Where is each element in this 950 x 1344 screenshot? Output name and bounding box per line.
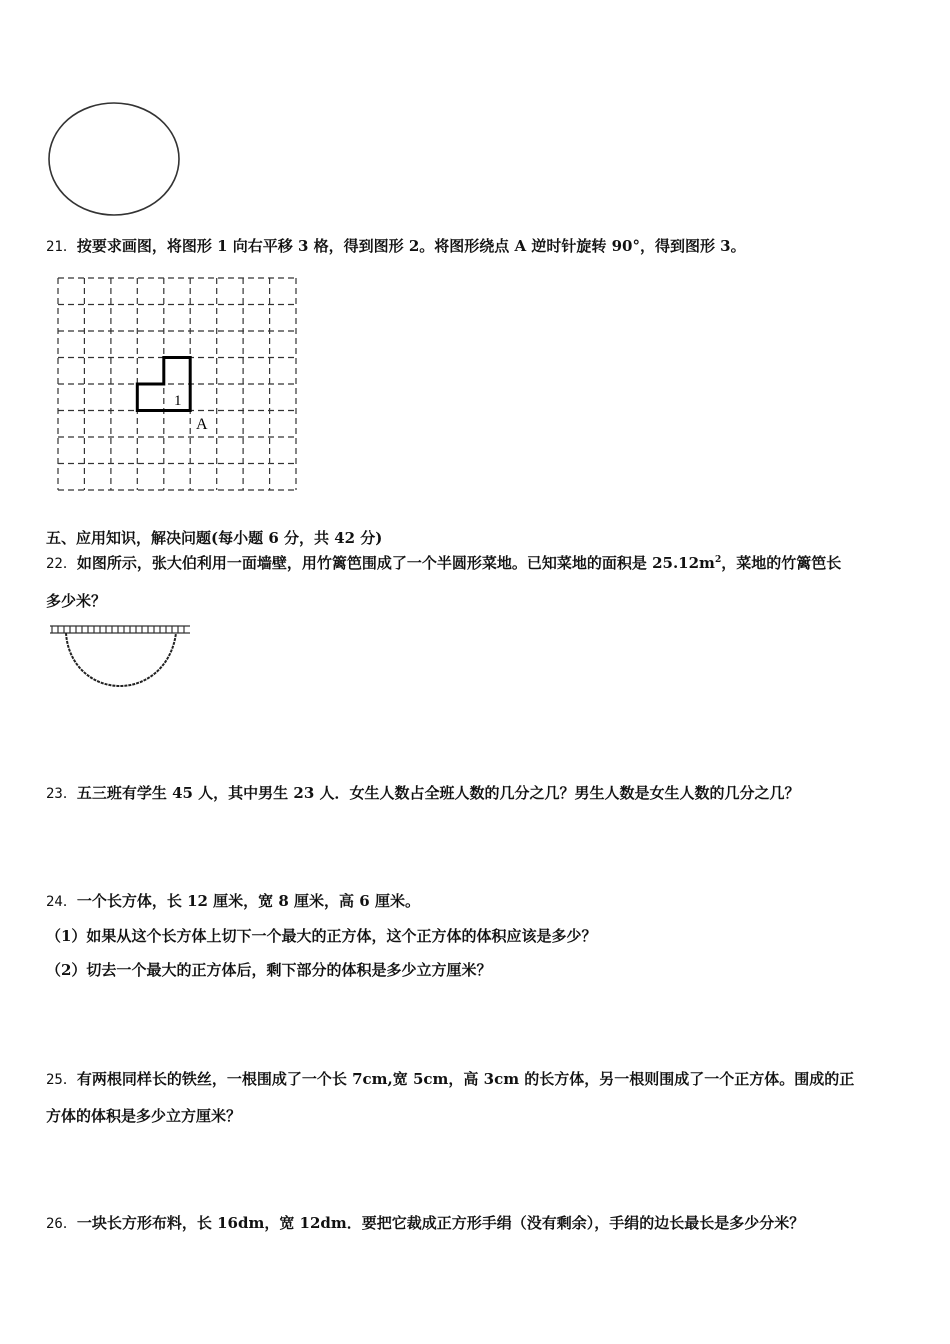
- question-text-line2: 多少米？: [46, 592, 107, 610]
- question-text: 按要求画图，将图形 1 向右平移 3 格，得到图形 2。将图形绕点 A 逆时针旋转 90°，得到图形 3。: [76, 237, 746, 255]
- ellipse-figure: [40, 96, 190, 222]
- question-24: [46, 891, 420, 912]
- sub-question-1: （1）如果从这个长方体上切下一个最大的正方体，这个正方体的体积应该是多少？: [46, 927, 597, 945]
- question-21: [46, 236, 746, 257]
- question-text-line1-end: ，菜地的竹篱笆长: [721, 554, 842, 572]
- semicircle-figure: [44, 620, 200, 694]
- section-title: [46, 528, 382, 548]
- point-a-label: A: [196, 416, 208, 433]
- section-title-text: 五、应用知识，解决问题(每小题 6 分，共 42 分): [46, 529, 383, 547]
- question-text-line1: 如图所示，张大伯利用一面墙壁，用竹篱笆围成了一个半圆形菜地。已知菜地的面积是 25.12m: [76, 554, 715, 572]
- question-number: 21．: [46, 239, 77, 255]
- question-number: 22．: [46, 556, 77, 572]
- question-24-sub1: [46, 926, 596, 946]
- superscript: 2: [714, 555, 722, 565]
- shape-1-label: 1: [174, 393, 182, 409]
- sub-question-2: （2）切去一个最大的正方体后，剩下部分的体积是多少立方厘米？: [46, 961, 492, 979]
- question-text-line1: 有两根同样长的铁丝，一根围成了一个长 7cm,宽 5cm，高 3cm 的长方体，另一根则围成了一个正方体。围成的正: [76, 1070, 855, 1088]
- question-text: 五三班有学生 45 人，其中男生 23 人．女生人数占全班人数的几分之几？男生人数是女生人数的几分之几？: [76, 784, 800, 802]
- question-number: 25．: [46, 1072, 77, 1088]
- question-22-line2: [46, 591, 106, 611]
- question-text: 一块长方形布料，长 16dm，宽 12dm．要把它裁成正方形手绢（没有剩余），手绢的边长最长是多少分米？: [76, 1214, 805, 1232]
- grid-figure: [50, 272, 310, 500]
- question-23: [46, 783, 800, 804]
- question-text: 一个长方体，长 12 厘米，宽 8 厘米，高 6 厘米。: [76, 892, 420, 910]
- bamboo-fence-arc: [66, 633, 176, 686]
- question-number: 26．: [46, 1216, 77, 1232]
- question-text-line2: 方体的体积是多少立方厘米？: [46, 1107, 242, 1125]
- wall: [50, 626, 190, 633]
- question-number: 23．: [46, 786, 77, 802]
- dashed-grid: [58, 278, 296, 490]
- question-22: [46, 553, 841, 574]
- question-25-line2: [46, 1106, 241, 1126]
- question-number: 24．: [46, 894, 77, 910]
- ellipse-shape: [49, 103, 179, 215]
- question-25: [46, 1069, 854, 1090]
- question-24-sub2: [46, 960, 491, 980]
- question-26: [46, 1213, 804, 1234]
